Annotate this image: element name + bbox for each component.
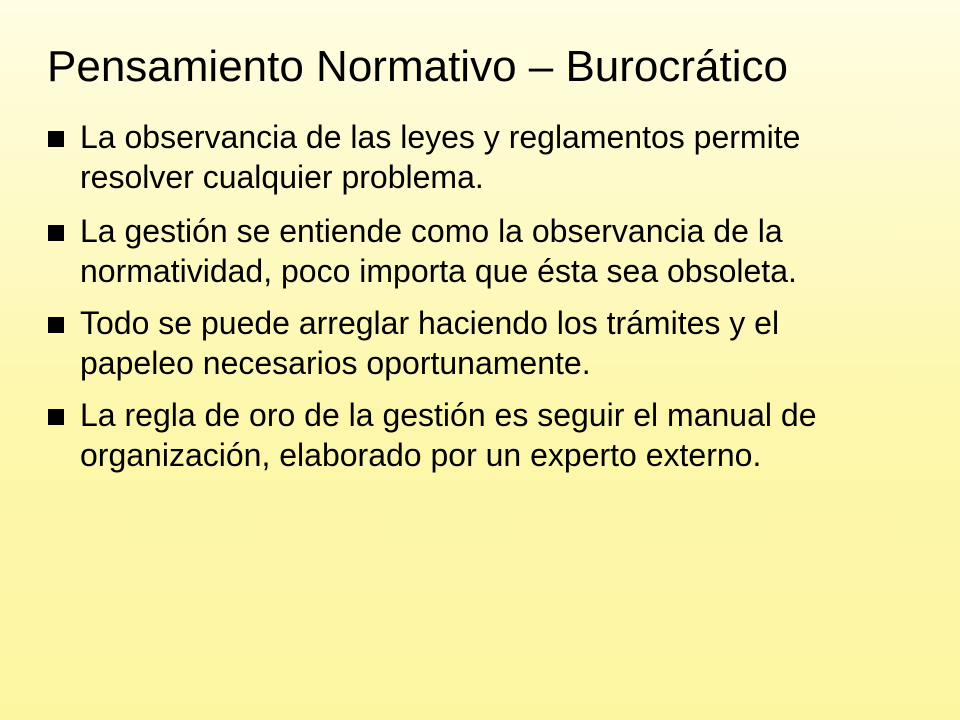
bullet-text: La gestión se entiende como la observancia de la normatividad, poco importa que ésta sea obsoleta. bbox=[80, 213, 797, 289]
square-bullet-icon bbox=[48, 317, 64, 333]
bullet-item-3 bbox=[0, 303, 900, 383]
bullet-item-4 bbox=[0, 395, 900, 475]
bullet-list bbox=[0, 117, 960, 487]
bullet-item-2 bbox=[0, 211, 900, 291]
square-bullet-icon bbox=[48, 409, 64, 425]
square-bullet-icon bbox=[48, 131, 64, 147]
square-bullet-icon bbox=[48, 225, 64, 241]
bullet-text: La observancia de las leyes y reglamentos permite resolver cualquier problema. bbox=[80, 119, 801, 195]
bullet-item-1 bbox=[0, 117, 900, 197]
bullet-text: Todo se puede arreglar haciendo los trámites y el papeleo necesarios oportunamente. bbox=[80, 305, 780, 381]
bullet-text: La regla de oro de la gestión es seguir el manual de organización, elaborado por un experto externo. bbox=[80, 397, 817, 473]
slide-title: Pensamiento Normativo – Burocrático bbox=[47, 42, 788, 91]
